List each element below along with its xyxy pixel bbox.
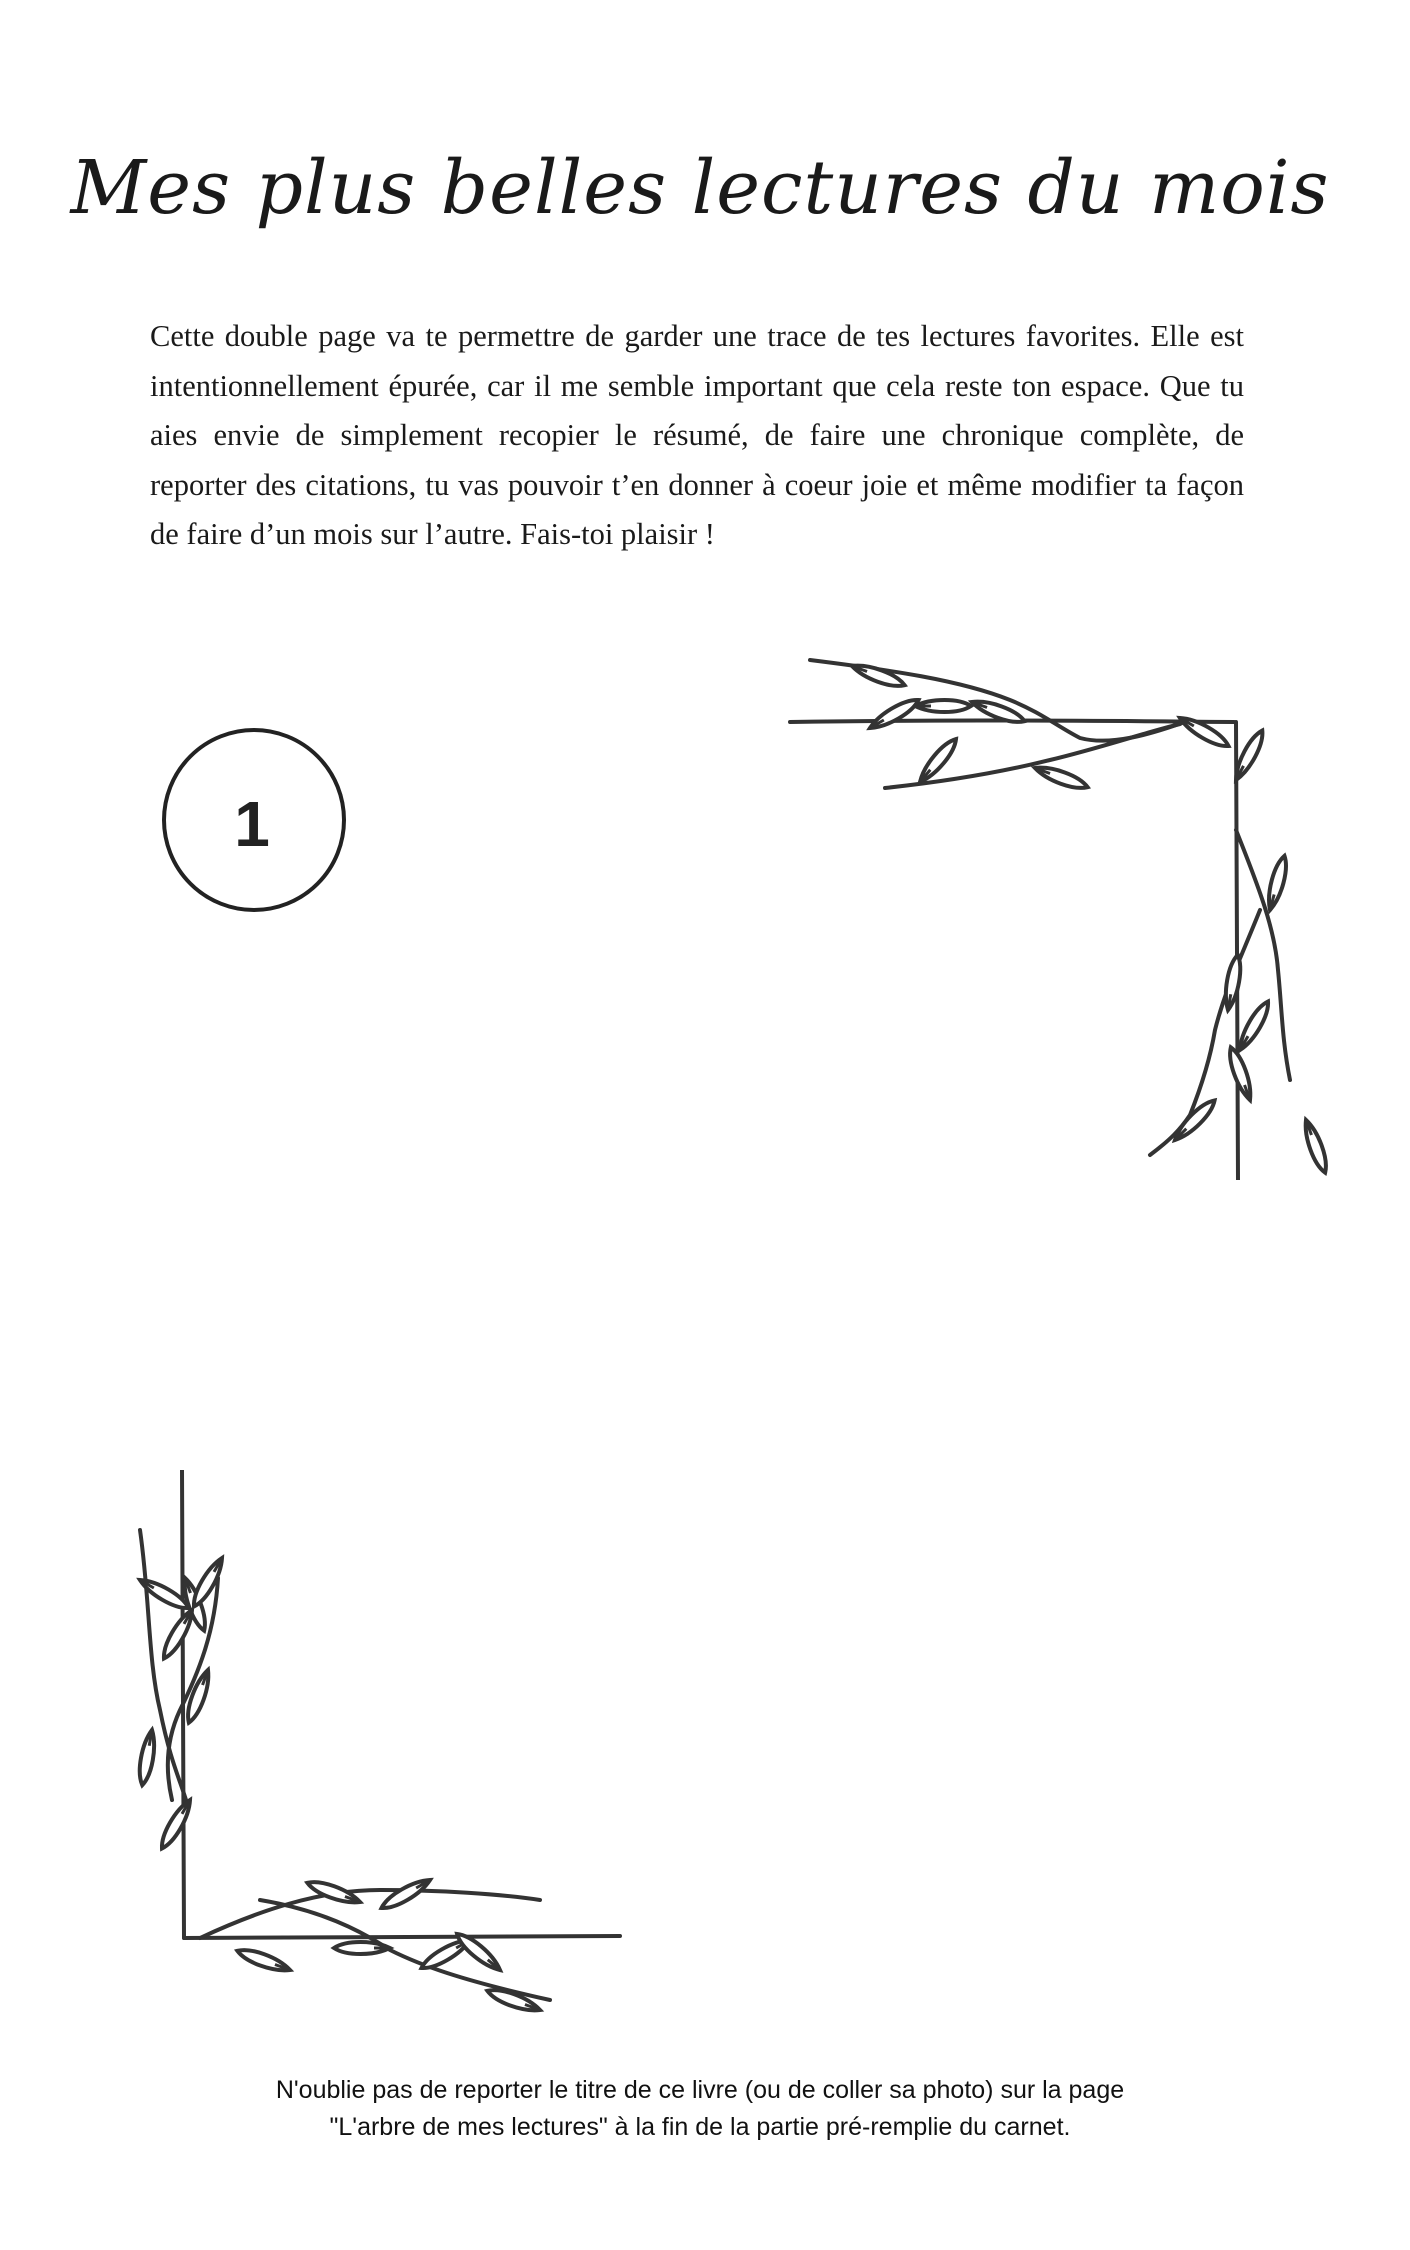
footer-note-line-2: "L'arbre de mes lectures" à la fin de la partie pré-remplie du carnet. [329, 2113, 1071, 2141]
leafy-branch-bottom-left-icon [60, 1470, 630, 2040]
number-badge [162, 728, 346, 912]
leafy-branch-top-right-icon [770, 610, 1340, 1180]
footer-note-line-1: N'oublie pas de reporter le titre de ce livre (ou de coller sa photo) sur la page [275, 2076, 1125, 2104]
intro-paragraph: Cette double page va te permettre de garder une trace de tes lectures favorites. Elle est intentionnellement épurée, car il me semble important que cela reste ton espace. Que tu aies envie de simplement recopier le résumé, de faire une chronique complète, de reporter des citations, tu vas pouvoir t’en donner à coeur joie et même modifier ta façon de faire d’un mois sur l’autre. Fais-toi plaisir ! [150, 319, 1244, 551]
footer-note [0, 2072, 1400, 2146]
badge-number: 1 [234, 788, 270, 860]
page-title: Mes plus belles lectures du mois [70, 145, 1330, 231]
